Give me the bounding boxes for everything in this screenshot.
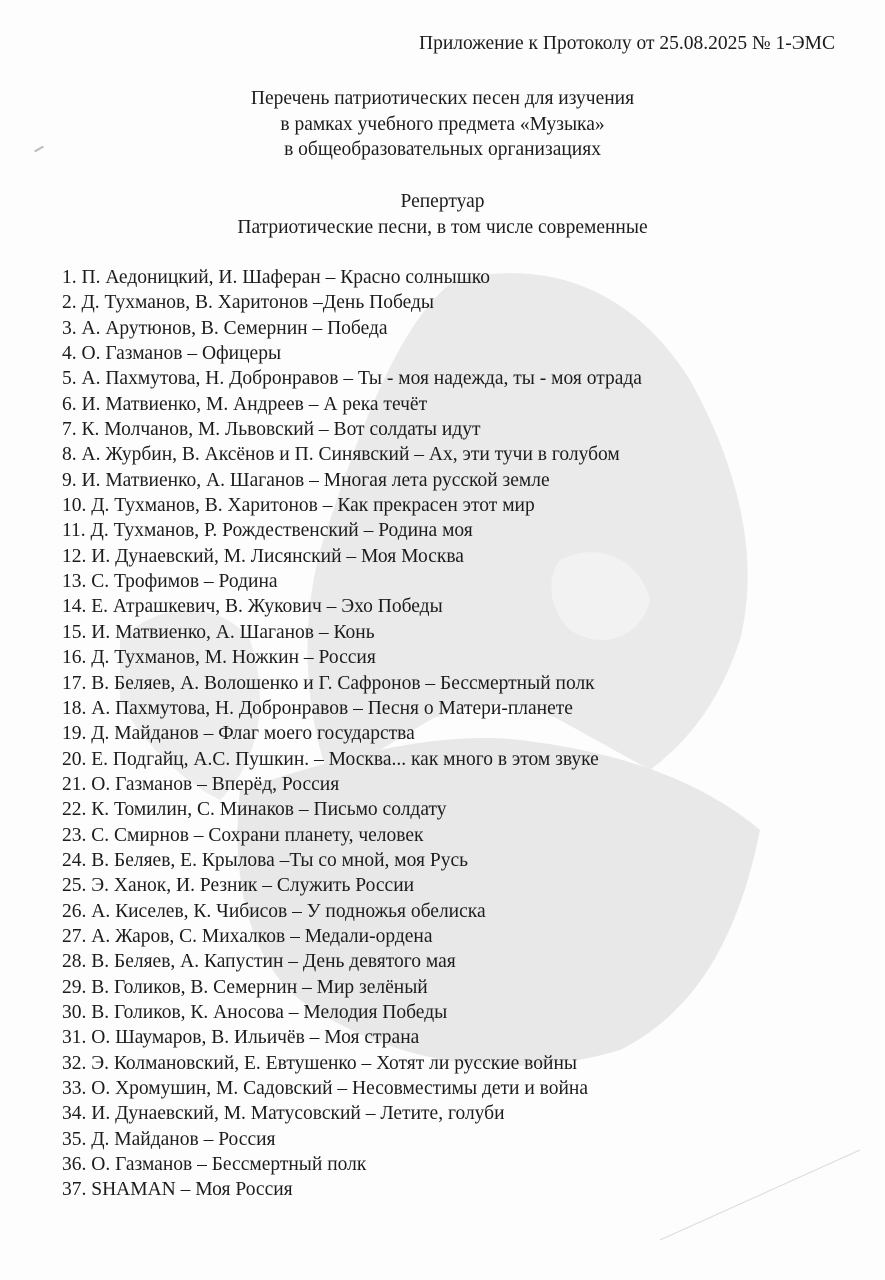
song-list-item: 29. В. Голиков, В. Семернин – Мир зелёный [62, 976, 428, 998]
song-list-item: 9. И. Матвиенко, А. Шаганов – Многая лета русской земле [62, 469, 550, 491]
song-list-item: 12. И. Дунаевский, М. Лисянский – Моя Москва [62, 545, 464, 567]
song-list-item: 30. В. Голиков, К. Аносова – Мелодия Победы [62, 1001, 448, 1023]
song-list-item: 27. А. Жаров, С. Михалков – Медали-ордена [62, 925, 433, 947]
song-list-item: 15. И. Матвиенко, А. Шаганов – Конь [62, 621, 375, 643]
song-list-item: 13. С. Трофимов – Родина [62, 571, 278, 593]
song-list [62, 265, 642, 1203]
song-list-item: 24. В. Беляев, Е. Крылова –Ты со мной, моя Русь [62, 849, 469, 871]
title-line-3: в общеобразовательных организациях [284, 139, 601, 160]
song-list-item: 25. Э. Ханок, И. Резник – Служить России [62, 875, 415, 897]
song-list-item: 18. А. Пахмутова, Н. Добронравов – Песня о Матери-планете [62, 697, 573, 719]
song-list-item: 34. И. Дунаевский, М. Матусовский – Летите, голуби [62, 1103, 505, 1125]
song-list-item: 21. О. Газманов – Вперёд, Россия [62, 773, 340, 795]
song-list-item: 36. О. Газманов – Бессмертный полк [62, 1154, 367, 1176]
song-list-item: 17. В. Беляев, А. Волошенко и Г. Сафронов – Бессмертный полк [62, 672, 595, 694]
repertoire-heading: Репертуар [400, 191, 485, 212]
song-list-item: 37. SHAMAN – Моя Россия [62, 1179, 293, 1201]
song-list-item: 1. П. Аедоницкий, И. Шаферан – Красно солнышко [62, 267, 490, 288]
song-list-item: 20. Е. Подгайц, А.С. Пушкин. – Москва... как много в этом звуке [62, 748, 599, 770]
song-list-item: 16. Д. Тухманов, М. Ножкин – Россия [62, 647, 376, 669]
song-list-item: 8. А. Журбин, В. Аксёнов и П. Синявский – Ах, эти тучи в голубом [62, 444, 620, 466]
song-list-item: 11. Д. Тухманов, Р. Рождественский – Родина моя [62, 520, 473, 542]
title-line-1: Перечень патриотических песен для изучения [250, 88, 635, 109]
repertoire-subheading: Патриотические песни, в том числе современные [237, 216, 648, 238]
song-list-item: 14. Е. Атрашкевич, В. Жукович – Эхо Победы [62, 596, 443, 618]
song-list-item: 26. А. Киселев, К. Чибисов – У подножья обелиска [62, 900, 486, 922]
repertoire-heading-block [0, 189, 885, 240]
song-list-item: 33. О. Хромушин, М. Садовский – Несовместимы дети и война [62, 1078, 589, 1099]
song-list-item: 5. А. Пахмутова, Н. Добронравов – Ты - моя надежда, ты - моя отрада [62, 368, 642, 390]
title-line-2: в рамках учебного предмета «Музыка» [280, 113, 605, 135]
appendix-note: Приложение к Протоколу от 25.08.2025 № 1-ЭМС [418, 33, 835, 54]
song-list-item: 6. И. Матвиенко, М. Андреев – А река течёт [62, 393, 428, 415]
document-title [0, 86, 885, 163]
song-list-item: 22. К. Томилин, С. Минаков – Письмо солдату [62, 799, 447, 821]
song-list-item: 4. О. Газманов – Офицеры [62, 343, 282, 365]
song-list-item: 19. Д. Майданов – Флаг моего государства [62, 723, 415, 745]
song-list-item: 35. Д. Майданов – Россия [62, 1128, 276, 1150]
song-list-item: 2. Д. Тухманов, В. Харитонов –День Победы [62, 292, 435, 314]
song-list-item: 32. Э. Колмановский, Е. Евтушенко – Хотят ли русские войны [62, 1052, 577, 1074]
song-list-item: 3. А. Арутюнов, В. Семернин – Победа [62, 317, 388, 339]
song-list-item: 31. О. Шаумаров, В. Ильичёв – Моя страна [62, 1027, 420, 1049]
song-list-item: 7. К. Молчанов, М. Львовский – Вот солдаты идут [62, 419, 481, 441]
scan-line-lower-right [660, 1150, 860, 1240]
song-list-item: 28. В. Беляев, А. Капустин – День девятого мая [62, 951, 456, 973]
song-list-item: 10. Д. Тухманов, В. Харитонов – Как прекрасен этот мир [62, 495, 535, 517]
song-list-item: 23. С. Смирнов – Сохрани планету, человек [62, 824, 424, 846]
